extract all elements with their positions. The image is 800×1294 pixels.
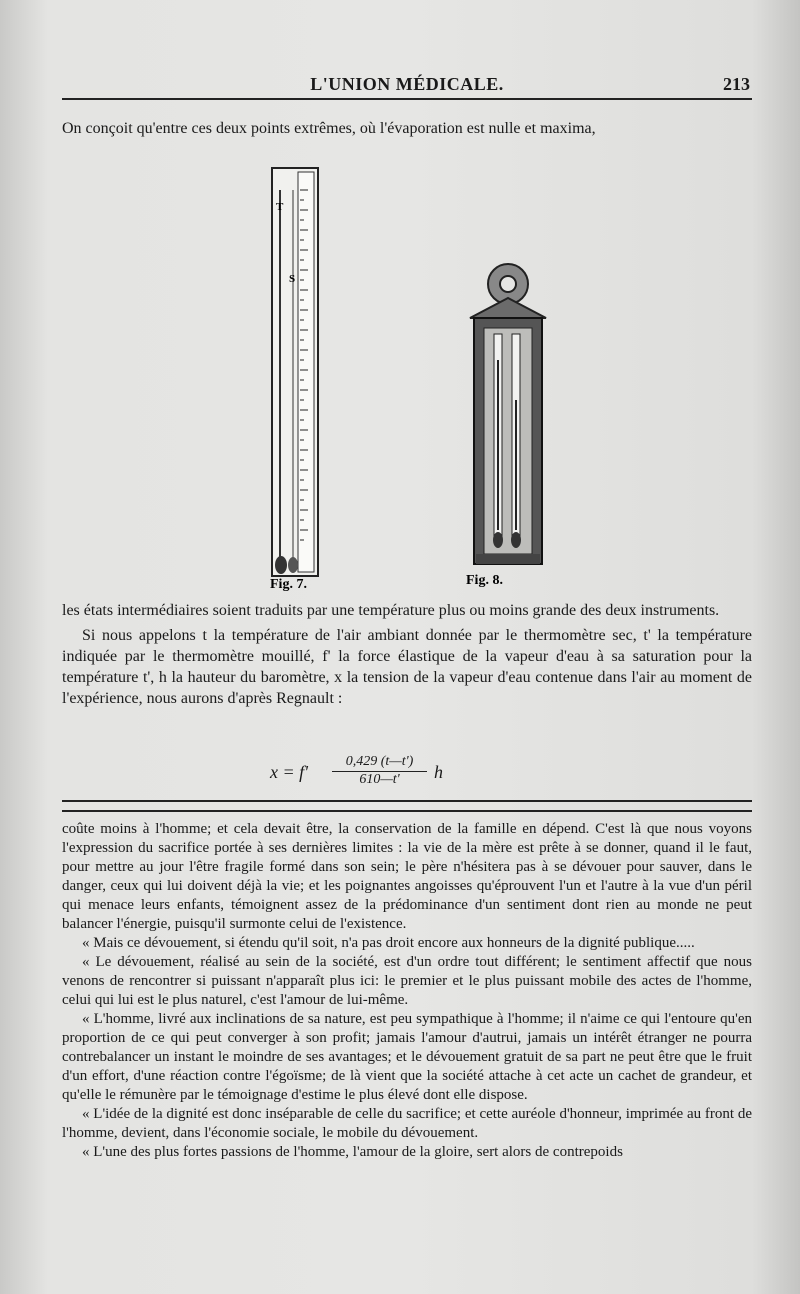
formula-rhs: h bbox=[434, 762, 443, 782]
paragraph-glory: « L'une des plus fortes passions de l'homme, l'amour de la gloire, sert alors de contrepoids bbox=[82, 1144, 623, 1160]
fig8-thermometer-case-illustration bbox=[470, 264, 546, 564]
journal-title: L'UNION MÉDICALE. bbox=[310, 74, 504, 94]
formula-fraction bbox=[332, 754, 427, 788]
fig7-letter-s: S bbox=[289, 273, 296, 285]
paragraph-dignity-idea: « L'idée de la dignité est donc inséparable de celle du sacrifice; et cette auréole d'honneur, imprimée au front de l'homme, devient, dans l'économie sociale, le mobile du dévouement. bbox=[62, 1106, 752, 1141]
paragraph-family: coûte moins à l'homme; et cela devait être, la conservation de la famille en dépend. C'est là que nous voyons l'expression du sacrifice portée à ses dernières limites : la vie de la mère est prête à se donner, quand il le faut, pour mettre au jour l'être fragile formé dans son sein; le père n'hésitera pas à se dévouer pour sauver, dans le danger, ceux qui lui doivent déjà la vie; et les poignantes angoisses qu'éprouvent l'un et l'autre à la vue d'un péril qui menace leurs enfants, témoignent assez de la prédominance d'un sentiment dont rien au monde ne peut balancer l'énergie, puisqu'il surmonte celui de l'existence. bbox=[62, 821, 752, 932]
formula-lhs: x = f' bbox=[270, 762, 308, 782]
upper-body bbox=[62, 600, 752, 709]
lower-body bbox=[62, 820, 752, 1162]
paragraph-regnault-definition: Si nous appelons t la température de l'air ambiant donnée par le thermomètre sec, t' la température indiquée par le thermomètre mouillé, f' la force élastique de la vapeur d'eau à sa saturation pour la température t', h la hauteur du baromètre, x la tension de la vapeur d'eau contenue dans l'air au moment de l'expérience, nous aurons d'après Regnault : bbox=[62, 627, 752, 707]
fig7-psychrometer-illustration bbox=[272, 168, 318, 576]
regnault-formula bbox=[270, 754, 530, 794]
paragraph-public-dignity: « Mais ce dévouement, si étendu qu'il soit, n'a pas droit encore aux honneurs de la dignité publique..... bbox=[82, 935, 695, 951]
paragraph-society: « Le dévouement, réalisé au sein de la société, est d'un ordre tout différent; le sentiment affectif que nous venons de rencontrer si puissant n'apparaît plus ici: le premier et le plus puissant mobile des actes de l'homme, celui qui lui est le plus naturel, c'est l'amour de lui-même. bbox=[62, 954, 752, 1008]
paragraph-human-nature: « L'homme, livré aux inclinations de sa nature, est peu sympathique à l'homme; il n'aime ce qui l'entoure qu'en proportion de ce qui peut converger à son profit; jamais l'amour d'autrui, jamais un intérêt étranger ne pourra contrebalancer un instant le moindre de ses avantages; et le dévouement gratuit de sa part ne peut être que le fruit d'un effort, d'une réaction contre l'égoïsme; de là vient que la société attache à cet acte un cachet de grandeur, et qu'elle le rémunère par le témoignage d'estime le plus élevé dont elle dispose. bbox=[62, 1011, 752, 1103]
paragraph-intermediate-states: les états intermédiaires soient traduits par une température plus ou moins grande des deux instruments. bbox=[62, 602, 720, 619]
fig7-letter-t: T bbox=[276, 201, 284, 213]
thermometer-figures bbox=[0, 0, 800, 600]
section-divider bbox=[62, 800, 752, 812]
fig7-label: Fig. 7. bbox=[270, 577, 307, 592]
intro-line: On conçoit qu'entre ces deux points extrêmes, où l'évaporation est nulle et maxima, bbox=[62, 120, 596, 137]
formula-denominator: 610—t' bbox=[359, 772, 400, 787]
formula-numerator: 0,429 (t—t') bbox=[332, 754, 427, 772]
fig8-label: Fig. 8. bbox=[466, 573, 503, 588]
page-number: 213 bbox=[723, 74, 750, 94]
